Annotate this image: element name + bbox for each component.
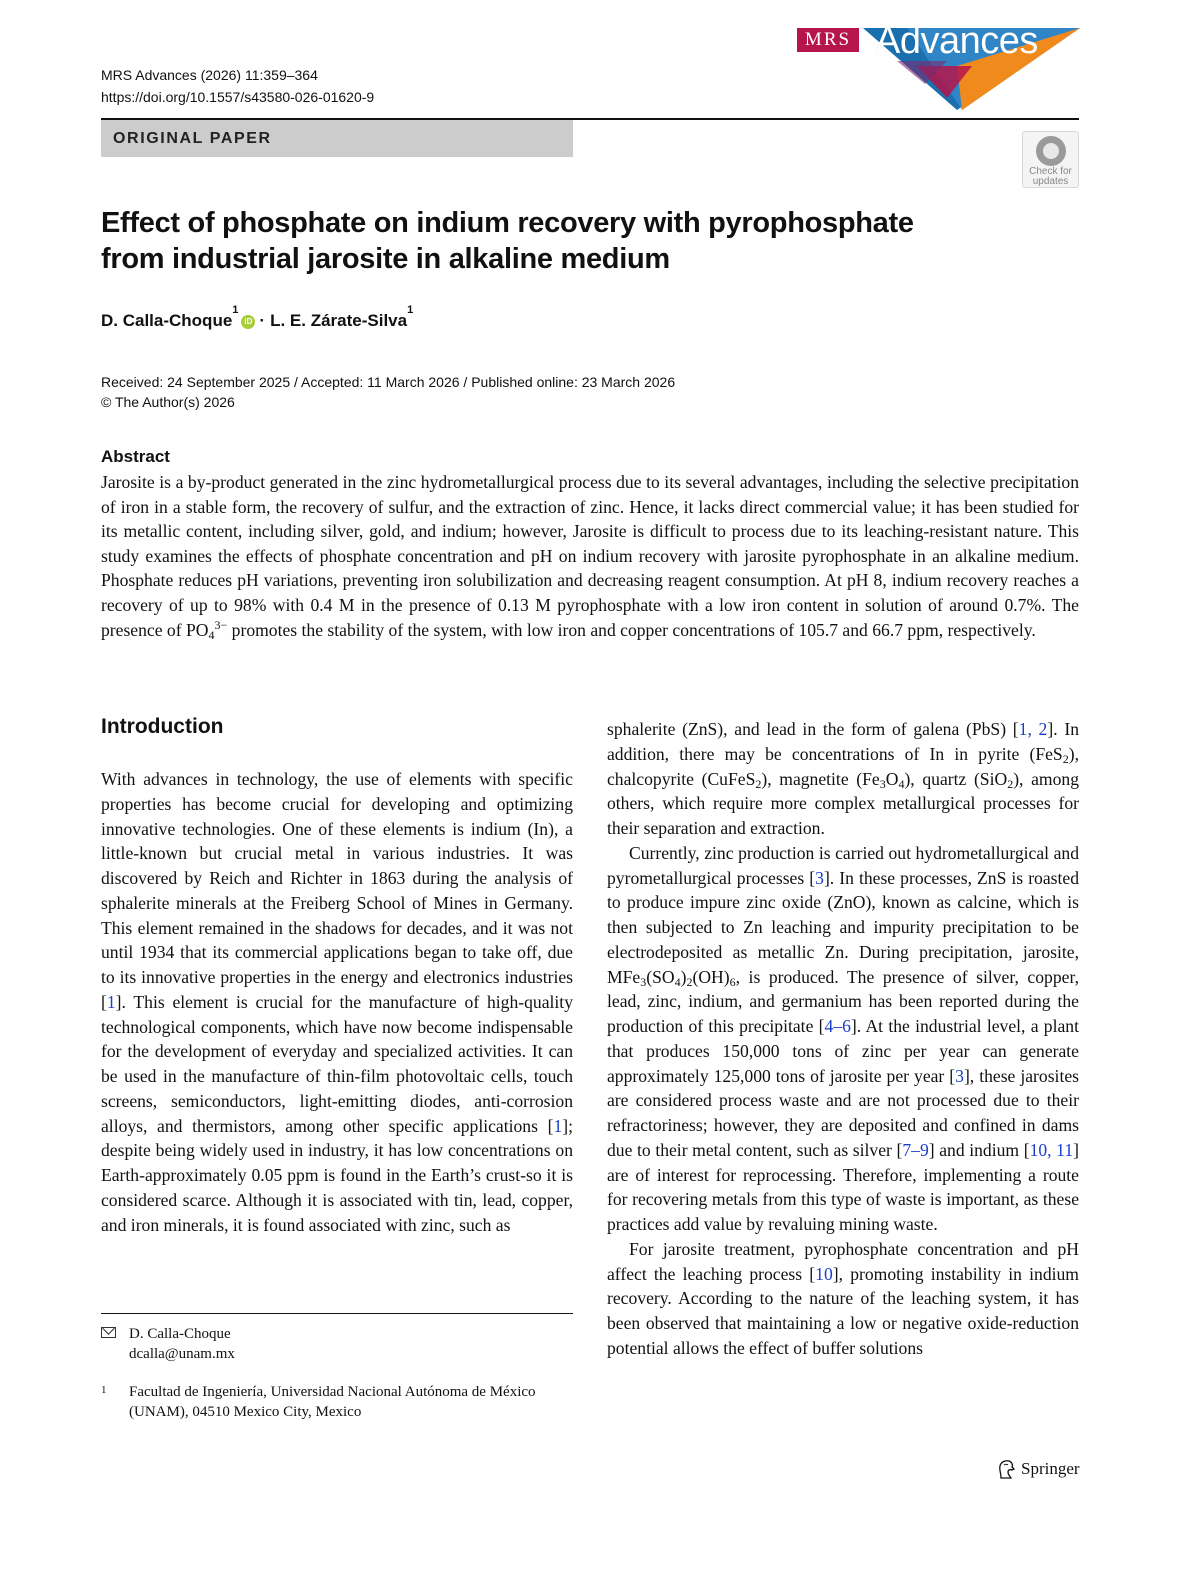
affiliation-note — [101, 1382, 573, 1422]
paper-title: Effect of phosphate on indium recovery with pyrophosphate from industrial jarosite in alkaline medium — [101, 207, 914, 275]
reference-link[interactable]: 10 — [815, 1263, 833, 1284]
introduction-heading: Introduction — [101, 715, 224, 738]
publisher-logo — [995, 1458, 1080, 1480]
paragraph: With advances in technology, the use of elements with specific properties has become crucial for developing and optimizing innovative technologies. One of these elements is indium (In), a little-known but crucial metal in various industries. It was discovered by Reich and Richter in 1863 during the analysis of sphalerite minerals at the Freiberg School of Mines in Germany. This element remained in the shadows for decades, and it was not until 1934 that its commercial applications began to take off, due to its innovative properties in the energy and electronics industries [1]. This element is crucial for the manufacture of high-quality technological components, which have now become indispensable for the development of everyday and specialized activities. It can be used in the manufacture of thin-film photovoltaic cells, touch screens, semiconductors, light-emitting diodes, anti-corrosion alloys, and thermistors, among other specific applications [1]; despite being widely used in industry, it has low concentrations on Earth-approximately 0.05 ppm is found in the Earth’s crust-so it is considered scarce. Although it is associated with tin, lead, copper, and iron minerals, it is found associated with zinc, such as — [101, 769, 573, 1235]
reference-link[interactable]: 4–6 — [824, 1016, 851, 1036]
reference-link[interactable]: 3 — [815, 867, 824, 888]
mrs-logo-text: MRS — [804, 29, 852, 50]
article-type-label: ORIGINAL PAPER — [113, 129, 272, 147]
citation-line: MRS Advances (2026) 11:359–364 — [101, 67, 318, 83]
paragraph: For jarosite treatment, pyrophosphate concentration and pH affect the leaching process [10], promoting instability in indium recovery. According to the nature of the leaching system, it has been observed that maintaining a low or negative oxide-reduction potential allows the effect of buffer solutions — [607, 1238, 1079, 1358]
reference-link[interactable]: 3 — [955, 1065, 964, 1086]
springer-horse-icon — [995, 1458, 1017, 1480]
corresponding-author-email[interactable]: dcalla@unam.mx — [129, 1346, 235, 1362]
check-updates-label: Check for updates — [1029, 166, 1072, 187]
reference-link[interactable]: 1 — [553, 1115, 563, 1136]
journal-citation — [101, 64, 374, 108]
copyright-line: © The Author(s) 2026 — [101, 394, 235, 410]
publisher-name: Springer — [1021, 1459, 1080, 1478]
publication-dates — [101, 372, 675, 412]
paragraph: Currently, zinc production is carried out hydrometallurgical and pyrometallurgical processes [3]. In these processes, ZnS is roasted to produce impure zinc oxide (ZnO), known as calcine, which is then subjected to Zn leaching and impurity precipitation to be electrodeposited as metallic Zn. During precipitation, jarosite, $MFe_3(SO_4)_2(OH)_6$, is produced. The presence of silver, copper, lead, zinc, indium, and germanium has been reported during the production of this precipitate [4–6]. At the industrial level, a plant that produces 150,000 tons of zinc per year can generate approximately 125,000 tons of jarosite per year [3], these jarosites are considered process waste and are not processed due to their refractoriness; however, they are deposited and confined in dams due to their metal content, such as silver [7–9] and indium [10, 11] are of interest for reprocessing. Therefore, implementing a route for recovering metals from this type of waste is important, as these practices add value by revaluing mining waste. — [607, 842, 1080, 1234]
doi-link[interactable]: https://doi.org/10.1557/s43580-026-01620-9 — [101, 89, 375, 105]
orcid-icon[interactable]: iD — [241, 315, 255, 329]
author-list: D. Calla-Choque $^1$ iD · L. E. Zárate-Silva $^1$ — [101, 304, 414, 330]
journal-logo — [797, 20, 1082, 110]
corresponding-author-name: D. Calla-Choque — [129, 1326, 231, 1342]
reference-link[interactable]: 1 — [106, 991, 116, 1012]
affiliation-text: Facultad de Ingeniería, Universidad Nacional Autónoma de México (UNAM), 04510 Mexico City, Mexico — [129, 1384, 536, 1420]
reference-link[interactable]: 10, 11 — [1029, 1139, 1074, 1160]
advances-logo-text: Advances — [875, 20, 1038, 62]
reference-link[interactable]: 7–9 — [902, 1139, 929, 1160]
reference-link[interactable]: 1, 2 — [1018, 719, 1048, 739]
check-updates-icon — [1036, 136, 1066, 166]
envelope-icon — [101, 1327, 116, 1338]
mrs-logo-box — [797, 28, 859, 52]
corresponding-author-note — [101, 1324, 235, 1364]
article-type-bar — [101, 120, 573, 157]
author-separator: · — [259, 311, 266, 330]
check-for-updates-badge[interactable] — [1022, 131, 1079, 188]
dates-line: Received: 24 September 2025 / Accepted: 11 March 2026 / Published online: 23 March 2026 — [101, 374, 676, 390]
affiliation-number: 1 — [101, 1384, 107, 1396]
paragraph: sphalerite (ZnS), and lead in the form of galena (PbS) [1, 2]. In addition, there may be concentrations of In in pyrite (FeS$_2$), chalcopyrite (CuFeS$_2$), magnetite $(Fe_3O_4)$, quartz (SiO$_2$), among others, which require more complex metallurgical processes for their separation and extraction. — [607, 719, 1079, 838]
abstract-heading: Abstract — [101, 447, 170, 466]
author-name[interactable]: D. Calla-Choque — [101, 311, 233, 330]
body-column-right — [607, 717, 1079, 1361]
author-name[interactable]: L. E. Zárate-Silva — [270, 311, 408, 330]
footnote-rule — [101, 1313, 573, 1314]
body-column-left — [101, 767, 573, 1237]
abstract-text: Jarosite is a by-product generated in the zinc hydrometallurgical process due to its several advantages, including the selective precipitation of iron in a stable form, the recovery of sulfur, and the extraction of zinc. Hence, it lacks direct commercial value; it has been studied for its metallic content, including silver, gold, and indium; however, Jarosite is difficult to process due to its leaching-resistant nature. This study examines the effects of phosphate concentration and pH on indium recovery with jarosite pyrophosphate in an alkaline medium. Phosphate reduces pH variations, preventing iron solubilization and decreasing reagent consumption. At pH 8, indium recovery reaches a recovery of up to 98% with 0.4 M in the presence of 0.13 M pyrophosphate with a low iron content in solution of around 0.7%. The presence of $PO_4^{3-}$ promotes the stability of the system, with low iron and copper concentrations of 105.7 and 66.7 ppm, respectively. — [101, 472, 1079, 642]
